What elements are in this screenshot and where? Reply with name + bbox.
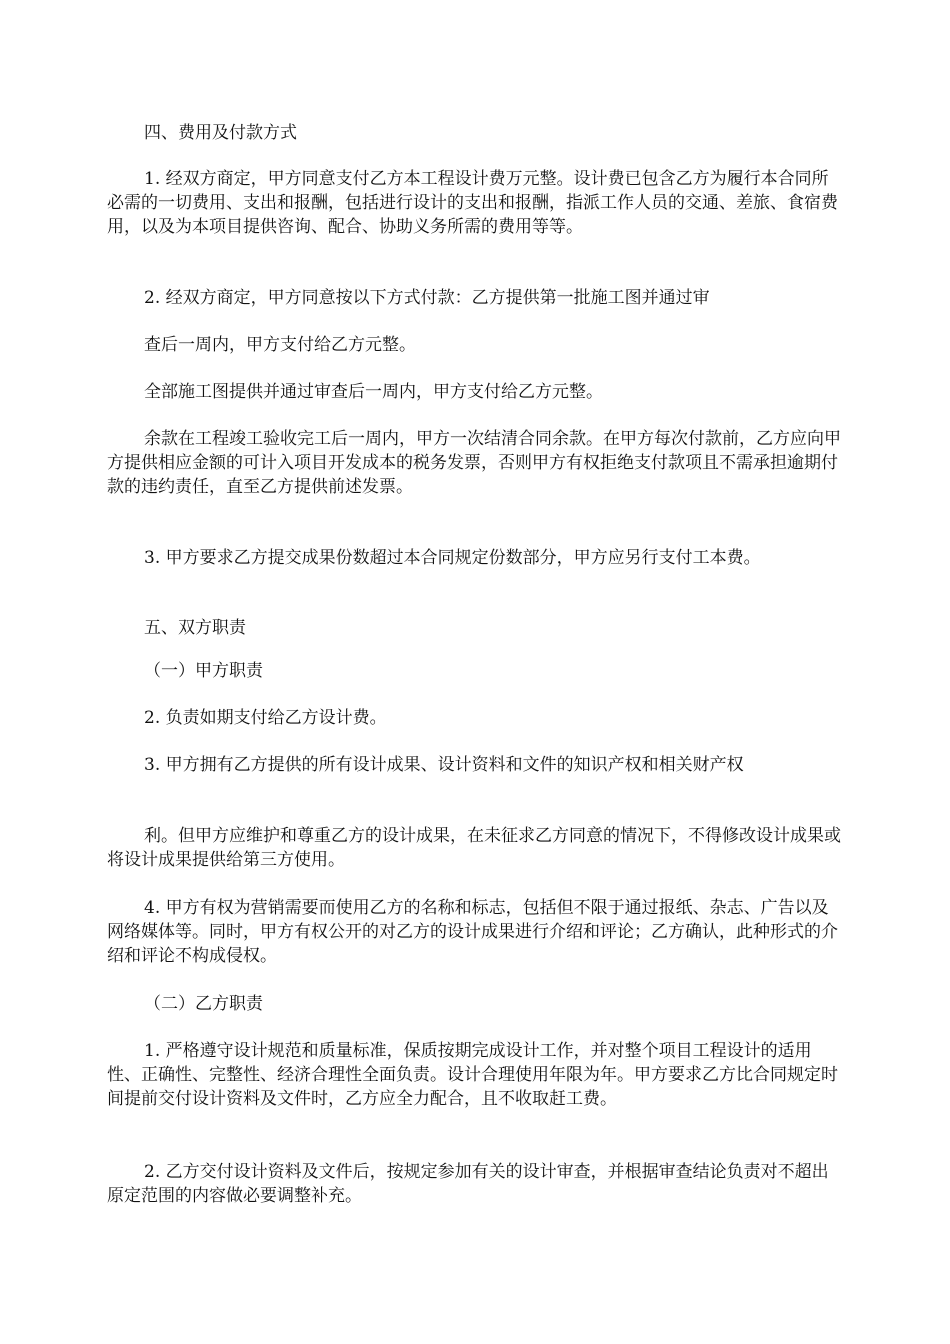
paragraph-extra-copies: 3. 甲方要求乙方提交成果份数超过本合同规定份数部分，甲方应另行支付工本费。 [144, 548, 761, 568]
paragraph-fee-amount: 1. 经双方商定，甲方同意支付乙方本工程设计费万元整。设计费已包含乙方为履行本合同所必需的一切费用、支出和报酬，包括进行设计的支出和报酬，指派工作人员的交通、差旅、食宿费用，以及为本项目提供咨询、配合、协助义务所需的费用等等。 [107, 169, 838, 237]
paragraph-payment-second: 全部施工图提供并通过审查后一周内，甲方支付给乙方元整。 [144, 382, 603, 402]
paragraph-party-a-3: 3. 甲方拥有乙方提供的所有设计成果、设计资料和文件的知识产权和相关财产权 [144, 755, 744, 775]
paragraph-party-a-4: 4. 甲方有权为营销需要而使用乙方的名称和标志，包括但不限于通过报纸、杂志、广告以及网络媒体等。同时，甲方有权公开的对乙方的设计成果进行介绍和评论；乙方确认，此种形式的介绍和评论不构成侵权。 [107, 898, 838, 966]
section-heading-fees: 四、费用及付款方式 [144, 123, 297, 143]
paragraph-payment-first: 查后一周内，甲方支付给乙方元整。 [144, 335, 416, 355]
paragraph-party-a-3-cont: 利。但甲方应维护和尊重乙方的设计成果，在未征求乙方同意的情况下，不得修改设计成果或将设计成果提供给第三方使用。 [107, 826, 841, 870]
paragraph-payment-balance: 余款在工程竣工验收完工后一周内，甲方一次结清合同余款。在甲方每次付款前，乙方应向甲方提供相应金额的可计入项目开发成本的税务发票，否则甲方有权拒绝支付款项且不需承担逾期付款的违约责任，直至乙方提供前述发票。 [107, 429, 841, 497]
paragraph-payment-method: 2. 经双方商定，甲方同意按以下方式付款：乙方提供第一批施工图并通过审 [144, 288, 710, 308]
paragraph-party-b-1: 1. 严格遵守设计规范和质量标准，保质按期完成设计工作，并对整个项目工程设计的适用性、正确性、完整性、经济合理性全面负责。设计合理使用年限为年。甲方要求乙方比合同规定时间提前交付设计资料及文件时，乙方应全力配合，且不收取赶工费。 [107, 1041, 838, 1109]
subsection-heading-party-b: （二）乙方职责 [144, 994, 263, 1014]
section-heading-duties: 五、双方职责 [144, 618, 246, 638]
paragraph-party-a-2: 2. 负责如期支付给乙方设计费。 [144, 708, 387, 728]
paragraph-party-b-2: 2. 乙方交付设计资料及文件后，按规定参加有关的设计审查，并根据审查结论负责对不超出原定范围的内容做必要调整补充。 [107, 1162, 829, 1206]
subsection-heading-party-a: （一）甲方职责 [144, 661, 263, 681]
